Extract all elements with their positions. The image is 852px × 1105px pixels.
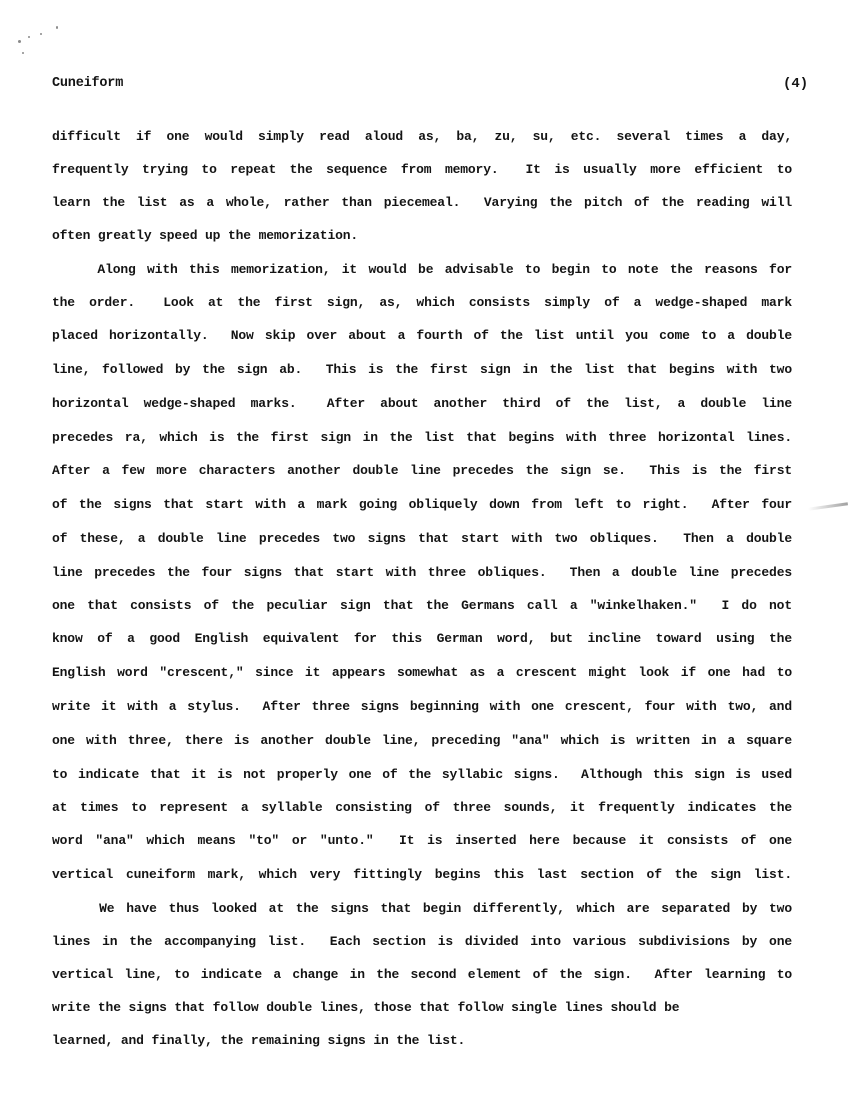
scan-smudge — [808, 502, 848, 511]
scan-speck — [40, 33, 42, 35]
body-line: English word "crescent," since it appears somewhat as a crescent might look if one had to — [52, 665, 792, 680]
body-line: write the signs that follow double lines, those that follow single lines should be — [52, 1000, 680, 1015]
body-line: line, followed by the sign ab. This is the first sign in the list that begins with two — [52, 362, 792, 377]
scan-speck — [28, 36, 30, 38]
body-line: vertical cuneiform mark, which very fittingly begins this last section of the sign list. — [52, 867, 792, 882]
scan-speck — [56, 26, 58, 29]
body-line: precedes ra, which is the first sign in the list that begins with three horizontal lines. — [52, 430, 792, 445]
body-line: line precedes the four signs that start with three obliques. Then a double line precedes — [52, 565, 792, 580]
body-line: of the signs that start with a mark going obliquely down from left to right. After four — [52, 497, 792, 512]
scan-speck — [22, 52, 24, 54]
body-line: vertical line, to indicate a change in the second element of the sign. After learning to — [52, 967, 792, 982]
body-line: We have thus looked at the signs that begin differently, which are separated by two — [52, 901, 792, 916]
body-line: at times to represent a syllable consisting of three sounds, it frequently indicates the — [52, 800, 792, 815]
body-line: After a few more characters another double line precedes the sign se. This is the first — [52, 463, 792, 478]
body-line: the order. Look at the first sign, as, which consists simply of a wedge-shaped mark — [52, 295, 792, 310]
body-line: Along with this memorization, it would be advisable to begin to note the reasons for — [52, 262, 792, 277]
body-line: to indicate that it is not properly one of the syllabic signs. Although this sign is used — [52, 767, 792, 782]
running-header-title: Cuneiform — [52, 76, 124, 91]
body-line: word "ana" which means "to" or "unto." It is inserted here because it consists of one — [52, 833, 792, 848]
body-line: write it with a stylus. After three signs beginning with one crescent, four with two, and — [52, 699, 792, 714]
page-number: (4) — [783, 76, 809, 92]
body-line: horizontal wedge-shaped marks. After about another third of the list, a double line — [52, 396, 792, 411]
body-line: one with three, there is another double line, preceding "ana" which is written in a square — [52, 733, 792, 748]
body-line: of these, a double line precedes two signs that start with two obliques. Then a double — [52, 531, 792, 546]
body-line: learned, and finally, the remaining signs in the list. — [52, 1033, 466, 1048]
body-line: often greatly speed up the memorization. — [52, 228, 359, 243]
body-line: lines in the accompanying list. Each section is divided into various subdivisions by one — [52, 934, 792, 949]
body-line: frequently trying to repeat the sequence from memory. It is usually more efficient to — [52, 162, 792, 177]
body-line: difficult if one would simply read aloud as, ba, zu, su, etc. several times a day, — [52, 129, 792, 144]
body-line: one that consists of the peculiar sign that the Germans call a "winkelhaken." I do not — [52, 598, 792, 613]
body-line: placed horizontally. Now skip over about a fourth of the list until you come to a double — [52, 328, 792, 343]
scan-speck — [18, 40, 21, 43]
body-line: learn the list as a whole, rather than piecemeal. Varying the pitch of the reading will — [52, 195, 792, 210]
body-line: know of a good English equivalent for this German word, but incline toward using the — [52, 631, 792, 646]
